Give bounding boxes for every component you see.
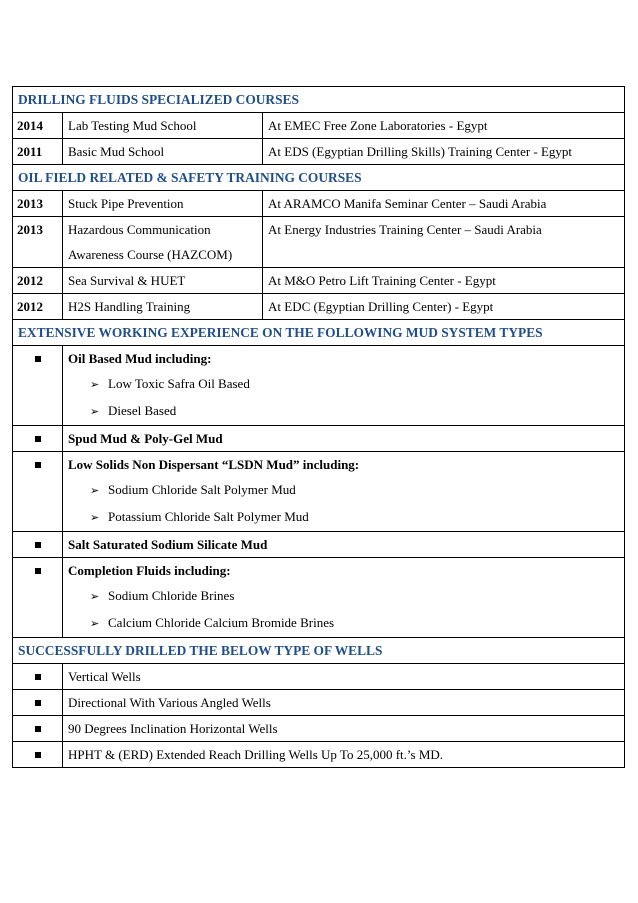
- square-bullet-icon: [35, 436, 41, 442]
- course-cell: Basic Mud School: [63, 139, 263, 165]
- list-item: [13, 690, 625, 716]
- course-cell: [63, 217, 263, 268]
- year-cell: 2013: [13, 191, 63, 217]
- year-cell: 2013: [13, 217, 63, 268]
- section-title: EXTENSIVE WORKING EXPERIENCE ON THE FOLLOWING MUD SYSTEM TYPES: [13, 320, 625, 346]
- course-cell: Stuck Pipe Prevention: [63, 191, 263, 217]
- list-item-label: Oil Based Mud including:: [68, 351, 212, 366]
- arrow-bullet-icon: ➢: [90, 618, 100, 630]
- section-title: OIL FIELD RELATED & SAFETY TRAINING COURSES: [13, 165, 625, 191]
- arrow-bullet-icon: ➢: [90, 591, 100, 603]
- list-item-label: Directional With Various Angled Wells: [63, 690, 625, 716]
- list-item-label: Salt Saturated Sodium Silicate Mud: [68, 537, 268, 552]
- course-cell: H2S Handling Training: [63, 294, 263, 320]
- square-bullet-icon: [35, 700, 41, 706]
- list-item-label: Spud Mud & Poly-Gel Mud: [68, 431, 223, 446]
- sub-list-item: ➢ Sodium Chloride Salt Polymer Mud: [68, 477, 619, 504]
- table-row: [13, 217, 625, 268]
- arrow-bullet-icon: ➢: [90, 485, 100, 497]
- list-item: [13, 532, 625, 558]
- sub-list-item: ➢ Sodium Chloride Brines: [68, 583, 619, 610]
- location-cell: At ARAMCO Manifa Seminar Center – Saudi Arabia: [263, 191, 625, 217]
- square-bullet-icon: [35, 356, 41, 362]
- square-bullet-icon: [35, 462, 41, 468]
- year-cell: 2014: [13, 113, 63, 139]
- course-line: Hazardous Communication: [68, 222, 211, 237]
- training-experience-table: [12, 86, 625, 768]
- location-cell: At EMEC Free Zone Laboratories - Egypt: [263, 113, 625, 139]
- section-header-mud-systems: [13, 320, 625, 346]
- arrow-bullet-icon: ➢: [90, 512, 100, 524]
- section-title: SUCCESSFULLY DRILLED THE BELOW TYPE OF WELLS: [13, 638, 625, 664]
- list-item-label: Completion Fluids including:: [68, 563, 231, 578]
- sub-list-item: ➢ Low Toxic Safra Oil Based: [68, 371, 619, 398]
- course-cell: Sea Survival & HUET: [63, 268, 263, 294]
- section-header-oil-field-safety: [13, 165, 625, 191]
- list-item: [13, 716, 625, 742]
- list-item-label: Vertical Wells: [63, 664, 625, 690]
- sub-list-item: ➢ Diesel Based: [68, 398, 619, 425]
- list-item: [13, 558, 625, 638]
- list-item-label: Low Solids Non Dispersant “LSDN Mud” including:: [68, 457, 360, 472]
- square-bullet-icon: [35, 726, 41, 732]
- list-item: [13, 426, 625, 452]
- list-item: [13, 346, 625, 426]
- square-bullet-icon: [35, 568, 41, 574]
- year-cell: 2011: [13, 139, 63, 165]
- table-row: [13, 294, 625, 320]
- table-row: [13, 268, 625, 294]
- year-cell: 2012: [13, 294, 63, 320]
- square-bullet-icon: [35, 752, 41, 758]
- list-item-label: 90 Degrees Inclination Horizontal Wells: [63, 716, 625, 742]
- arrow-bullet-icon: ➢: [90, 406, 100, 418]
- table-row: [13, 139, 625, 165]
- section-header-wells: [13, 638, 625, 664]
- square-bullet-icon: [35, 674, 41, 680]
- table-row: [13, 113, 625, 139]
- section-header-drilling-fluids: [13, 87, 625, 113]
- location-cell: At EDS (Egyptian Drilling Skills) Training Center - Egypt: [263, 139, 625, 165]
- square-bullet-icon: [35, 542, 41, 548]
- list-item: [13, 742, 625, 768]
- section-title: DRILLING FLUIDS SPECIALIZED COURSES: [13, 87, 625, 113]
- sub-list-item: ➢ Calcium Chloride Calcium Bromide Brines: [68, 610, 619, 637]
- list-item-label: HPHT & (ERD) Extended Reach Drilling Wells Up To 25,000 ft.’s MD.: [63, 742, 625, 768]
- list-item: [13, 452, 625, 532]
- table-row: [13, 191, 625, 217]
- location-cell: At EDC (Egyptian Drilling Center) - Egypt: [263, 294, 625, 320]
- sub-list-item: ➢ Potassium Chloride Salt Polymer Mud: [68, 504, 619, 531]
- course-line: Awareness Course (HAZCOM): [68, 247, 233, 262]
- course-cell: Lab Testing Mud School: [63, 113, 263, 139]
- location-cell: At Energy Industries Training Center – Saudi Arabia: [263, 217, 625, 268]
- location-cell: At M&O Petro Lift Training Center - Egypt: [263, 268, 625, 294]
- list-item: [13, 664, 625, 690]
- arrow-bullet-icon: ➢: [90, 379, 100, 391]
- year-cell: 2012: [13, 268, 63, 294]
